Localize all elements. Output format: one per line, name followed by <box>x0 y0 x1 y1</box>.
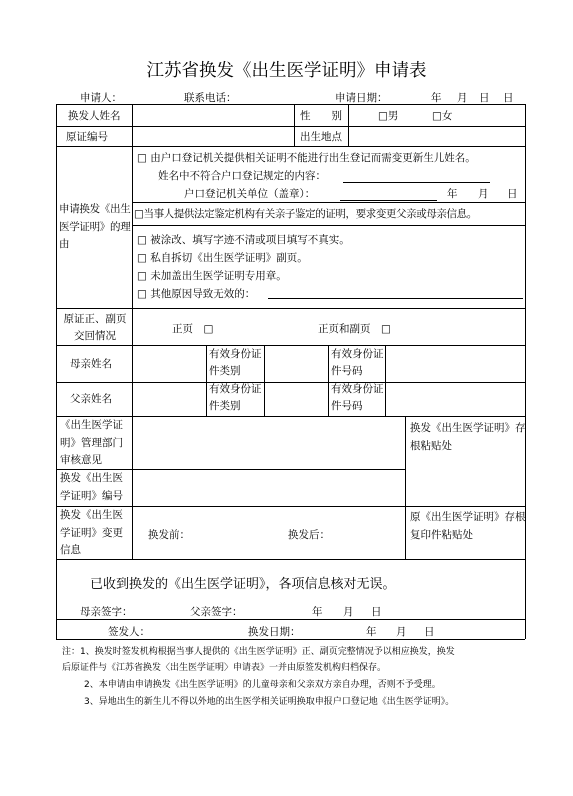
mother-name-label: 母亲姓名 <box>70 358 112 370</box>
apply-day-2: 日 <box>503 92 514 104</box>
apply-year: 年 <box>431 92 442 104</box>
applicant-label: 申请人： <box>80 92 122 104</box>
orig-no-label: 原证编号 <box>66 131 108 143</box>
reason-label: 申请换发《出生医学证明》的理由 <box>59 203 131 250</box>
received-statement: 已收到换发的《出生医学证明》，各项信息核对无误。 <box>90 577 396 592</box>
reason-option-1-unit: 户口登记机关单位（盖章）： <box>184 188 316 200</box>
reason-option-6[interactable]: □ 其他原因导致无效的： <box>137 288 256 300</box>
reason-option-4[interactable]: □ 私自拆切《出生医学证明》副页。 <box>137 252 308 264</box>
new-no-label: 换发《出生医学证明》编号 <box>60 472 123 502</box>
unit-month: 月 <box>478 188 489 200</box>
copies-label: 原证正、副页交回情况 <box>63 313 127 342</box>
male-checkbox[interactable]: □男 <box>378 110 399 122</box>
name-label: 换发人姓名 <box>68 110 121 122</box>
father-name-label: 父亲姓名 <box>70 393 112 405</box>
copy-paste-label: 原《出生医学证明》存根复印件粘贴处 <box>410 511 526 541</box>
issue-year: 年 <box>366 626 377 638</box>
after-label: 换发后： <box>288 529 330 541</box>
father-id-type-label: 有效身份证件类别 <box>209 383 262 412</box>
unit-day: 日 <box>507 188 518 200</box>
gender-label: 性 别 <box>300 110 342 122</box>
note-2: 2、本申请由申请换发《出生医学证明》的儿童母亲和父亲双方亲自办理，否则不予受理。 <box>84 680 441 690</box>
father-id-no-label: 有效身份证件号码 <box>331 383 384 412</box>
mother-id-no-label: 有效身份证件号码 <box>331 348 384 377</box>
stub-paste-label: 换发《出生医学证明》存根粘贴处 <box>410 422 526 452</box>
reason-option-1-detail: 姓名中不符合户口登记规定的内容： <box>158 170 326 182</box>
reason-option-5[interactable]: □ 未加盖出生医学证明专用章。 <box>137 270 287 282</box>
apply-date-label: 申请日期： <box>335 92 388 104</box>
mother-id-type-label: 有效身份证件类别 <box>209 348 262 377</box>
review-label: 《出生医学证明》管理部门审核意见 <box>60 419 123 466</box>
apply-month: 月 <box>457 92 468 104</box>
father-sign-label: 父亲签字： <box>190 606 243 618</box>
issuer-label: 签发人： <box>108 626 150 638</box>
mother-sign-label: 母亲签字： <box>80 606 133 618</box>
issue-month: 月 <box>396 626 407 638</box>
issue-date-label: 换发日期： <box>248 626 301 638</box>
female-checkbox[interactable]: □女 <box>432 110 453 122</box>
sign-day: 日 <box>371 606 382 618</box>
unit-year: 年 <box>447 188 458 200</box>
sign-year: 年 <box>312 606 323 618</box>
change-info-label: 换发《出生医学证明》变更信息 <box>60 509 123 556</box>
reason-option-3[interactable]: □ 被涂改、填写字迹不清或项目填写不真实。 <box>137 234 350 246</box>
page-title: 江苏省换发《出生医学证明》申请表 <box>146 61 427 81</box>
birthplace-label: 出生地点 <box>300 131 342 143</box>
reason-option-2[interactable]: □当事人提供法定鉴定机构有关亲子鉴定的证明，要求变更父亲或母亲信息。 <box>134 208 477 220</box>
issue-day: 日 <box>424 626 435 638</box>
sign-month: 月 <box>343 606 354 618</box>
apply-day: 日 <box>479 92 490 104</box>
reason-option-1[interactable]: □ 由户口登记机关提供相关证明不能进行出生登记而需变更新生儿姓名。 <box>137 152 476 164</box>
before-label: 换发前： <box>148 529 190 541</box>
main-page-checkbox[interactable]: 正页 □ <box>172 323 214 335</box>
phone-label: 联系电话： <box>184 92 237 104</box>
note-1b: 后原证件与《江苏省换发〈出生医学证明〉申请表》一并由原签发机构归档保存。 <box>62 663 387 673</box>
note-3: 3、异地出生的新生儿不得以外地的出生医学相关证明换取申报户口登记地《出生医学证明》。 <box>84 697 455 707</box>
both-pages-checkbox[interactable]: 正页和副页 □ <box>318 323 391 335</box>
note-1a: 注：1、换发时签发机构根据当事人提供的《出生医学证明》正、副页完整情况予以相应换发，换发 <box>62 647 455 657</box>
